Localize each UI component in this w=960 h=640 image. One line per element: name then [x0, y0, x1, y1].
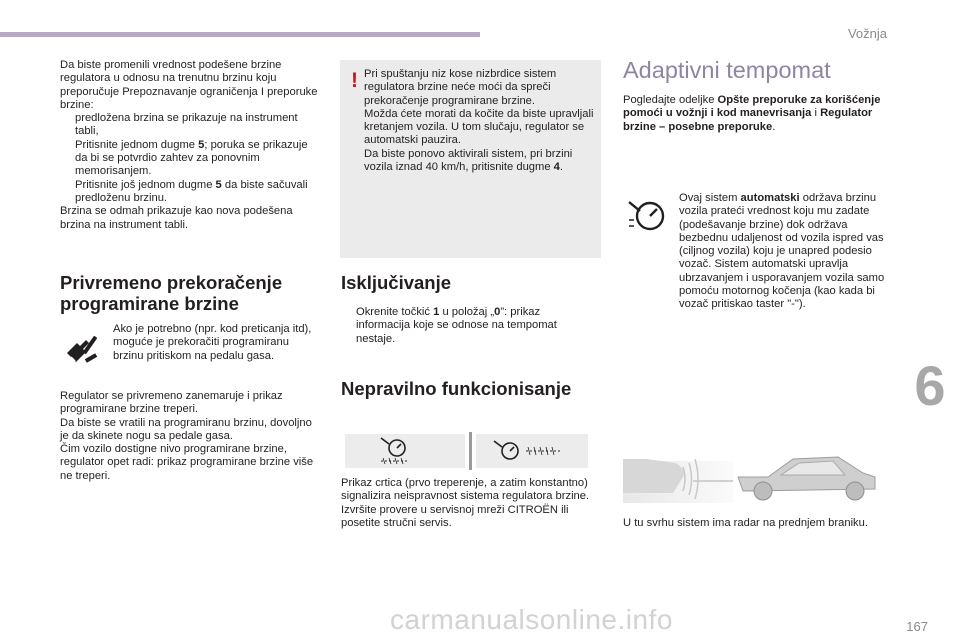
bullet-marker: [341, 306, 356, 346]
bullet-marker: [60, 112, 75, 139]
hand-pedal-icon: [61, 331, 101, 367]
speed-change-instructions: [60, 59, 318, 232]
section-title: Vožnja: [847, 26, 887, 41]
intro-paragraph: Da biste promenili vrednost podešene brzine regulatora u odnosu na trenutnu brzinu koju preporučuje Prepoznavanje ograničenja I preporuke brzine:: [60, 59, 318, 111]
bullet-marker: [60, 179, 75, 206]
adaptive-cruise-title: Adaptivni tempomat: [623, 57, 831, 83]
switch-off-instructions: [341, 306, 581, 346]
result-paragraph: Brzina se odmah prikazuje kao nova podešena brzina na instrument tabli.: [60, 205, 293, 231]
speedometer-warning-icon: [626, 196, 668, 236]
list-item: [60, 139, 318, 179]
bullet-marker: [60, 139, 75, 179]
switch-off-heading: Isključivanje: [341, 272, 452, 293]
override-icon-text: Ako je potrebno (npr. kod preticanja itd), moguće je prekoračiti programiranu brzinu pritiskom na pedalu gasa.: [113, 323, 312, 362]
warning-box: [340, 60, 601, 258]
fault-heading: Nepravilno funkcionisanje: [341, 378, 572, 399]
fault-text: Prikaz crtica (prvo treperenje, a zatim konstantno) signalizira neispravnost sistema regulatora brzine. Izvršite provere u servisnoj mreži CITROËN ili posetite stručni servis.: [341, 477, 590, 529]
watermark: carmanualsonline.info: [390, 604, 673, 635]
chapter-number: 6: [914, 353, 946, 417]
radar-car-icon: [623, 447, 885, 505]
override-heading: Privremeno prekoračenje programirane brzine: [60, 272, 283, 314]
bullet-text: Pritisnite još jednom dugme 5 da biste sačuvali predloženu brzinu.: [75, 178, 308, 204]
speedometer-dashes-panel: [476, 434, 588, 468]
bullet-text: predložena brzina se prikazuje na instrument tabli,: [75, 112, 298, 138]
warning-icon: !: [351, 69, 358, 92]
bullet-text: Okrenite točkić 1 u položaj „0”: prikaz informacija koje se odnose na tempomat nestaje.: [356, 306, 557, 345]
list-item: [341, 306, 581, 346]
adaptive-description: Ovaj sistem automatski održava brzinu vozila prateći vrednost koju mu zadate (podešavanje brzine) dok održava bezbednu udaljenost od vozila ispred vas (ciljnog vozila) koju je unapred podesio vozač. Sistem automatski upravlja ubrzavanjem i usporavanjem vozila samo pomoću motornog kočenja (kao kada bi vozač pritiskao taster "-").: [679, 192, 885, 311]
list-item: [60, 179, 318, 206]
radar-text: U tu svrhu sistem ima radar na prednjem braniku.: [623, 517, 868, 529]
page-number: 167: [906, 619, 928, 634]
override-body: Regulator se privremeno zanemaruje i prikaz programirane brzine treperi. Da biste se vratili na programiranu brzinu, dovoljno je da skinete nogu sa pedale gasa. Čim vozilo dostigne nivo programirane brzine, regulator opet radi: prikaz programirane brzine više ne treperi.: [60, 390, 314, 482]
bullet-text: Pritisnite jednom dugme 5; poruka se prikazuje da bi se potvrdio zahtev za ponovnim memorisanjem.: [75, 138, 308, 178]
warning-text: Pri spuštanju niz kose nizbrdice sistem regulatora brzine neće moći da spreči prekoračenje programirane brzine. Možda ćete morati da kočite da biste upravljali kretanjem vozila. U tom slučaju, regulator se automatski pauzira. Da biste ponovo aktivirali sistem, pri brzini vozila iznad 40 km/h, pritisnite dugme 4.: [364, 68, 594, 174]
panel-divider: [469, 432, 472, 470]
speedometer-warning-panel: [345, 434, 465, 468]
see-sections-text: Pogledajte odeljke Opšte preporuke za korišćenje pomoći u vožnji i kod manevrisanja i Regulator brzine – posebne preporuke.: [623, 94, 881, 133]
list-item: [60, 112, 318, 139]
header-bar: [0, 32, 480, 37]
